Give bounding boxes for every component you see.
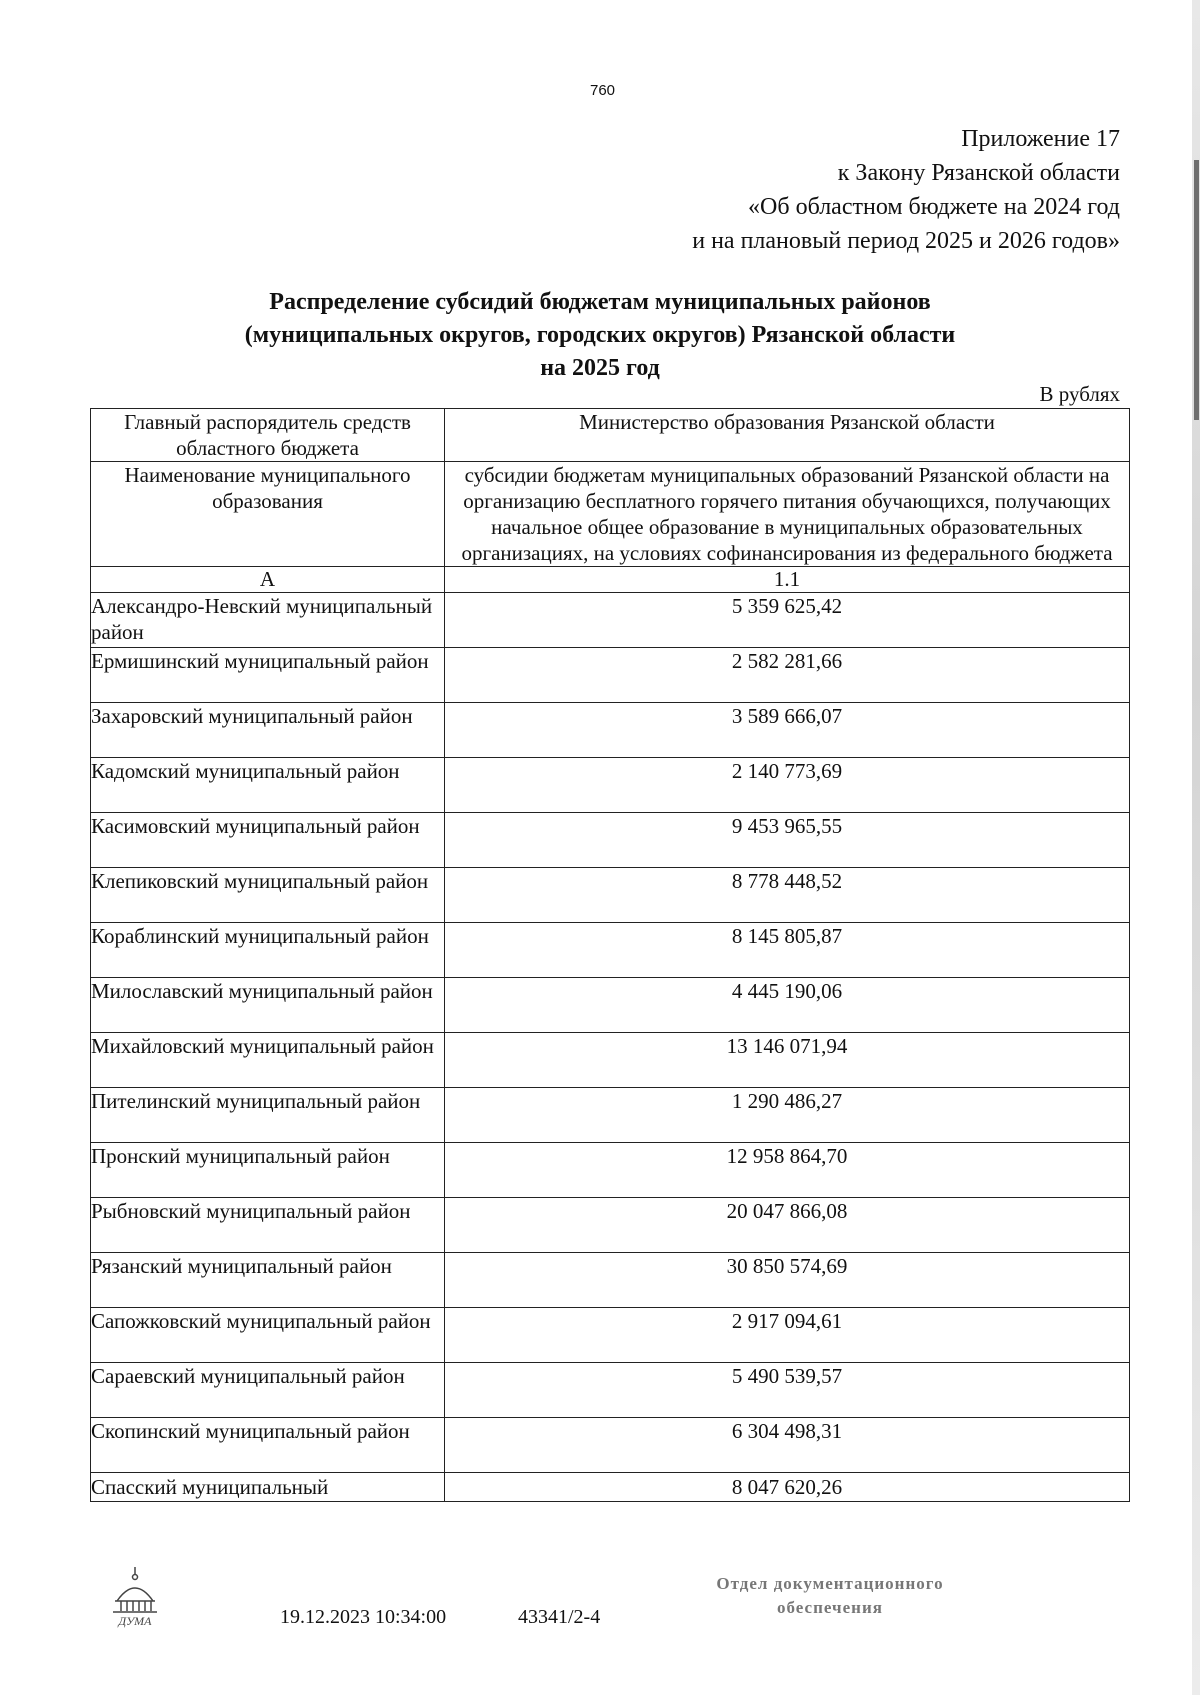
municipality-name-cell: Михайловский муниципальный район xyxy=(91,1033,445,1088)
municipality-name-cell: Милославский муниципальный район xyxy=(91,978,445,1033)
table-row xyxy=(91,923,1130,978)
subsidy-amount-cell: 4 445 190,06 xyxy=(445,978,1130,1033)
municipality-name-cell: Кадомский муниципальный район xyxy=(91,758,445,813)
table-row xyxy=(91,1418,1130,1473)
table-row xyxy=(91,648,1130,703)
table-row xyxy=(91,758,1130,813)
municipality-name-cell: Кораблинский муниципальный район xyxy=(91,923,445,978)
header-cell-municipality-label: Наименование муниципального образования xyxy=(91,462,445,567)
municipality-name-cell: Рыбновский муниципальный район xyxy=(91,1198,445,1253)
municipality-name-cell: Касимовский муниципальный район xyxy=(91,813,445,868)
table-row xyxy=(91,813,1130,868)
index-cell-left: А xyxy=(91,567,445,593)
appendix-line: и на плановый период 2025 и 2026 годов» xyxy=(692,228,1120,254)
table-row xyxy=(91,1473,1130,1502)
table-row xyxy=(91,703,1130,758)
appendix-line: к Закону Рязанской области xyxy=(837,160,1120,186)
subsidy-amount-cell: 1 290 486,27 xyxy=(445,1088,1130,1143)
municipality-name-cell: Скопинский муниципальный район xyxy=(91,1418,445,1473)
department-line: обеспечения xyxy=(777,1598,883,1617)
subsidy-amount-cell: 20 047 866,08 xyxy=(445,1198,1130,1253)
subsidy-amount-cell: 13 146 071,94 xyxy=(445,1033,1130,1088)
appendix-line: «Об областном бюджете на 2024 год xyxy=(748,194,1120,220)
header-cell-administrator-label: Главный распорядитель средств областного бюджета xyxy=(91,409,445,462)
table-row xyxy=(91,978,1130,1033)
subsidy-amount-cell: 2 582 281,66 xyxy=(445,648,1130,703)
municipality-name-cell: Клепиковский муниципальный район xyxy=(91,868,445,923)
header-cell-administrator-value: Министерство образования Рязанской области xyxy=(445,409,1130,462)
table-row xyxy=(91,1033,1130,1088)
title-line: (муниципальных округов, городских округов) Рязанской области xyxy=(244,322,956,348)
subsidy-amount-cell: 8 145 805,87 xyxy=(445,923,1130,978)
header-cell-subsidy-description: субсидии бюджетам муниципальных образований Рязанской области на организацию бесплатного горячего питания обучающихся, получающих начальное общее образование в муниципальных образовательных организациях, на условиях софинансирования из федерального бюджета xyxy=(445,462,1130,567)
table-row xyxy=(91,1363,1130,1418)
timestamp: 19.12.2023 10:34:00 xyxy=(280,1606,447,1628)
subsidy-amount-cell: 8 047 620,26 xyxy=(445,1473,1130,1502)
units-label: В рублях xyxy=(1039,382,1120,406)
municipality-name-cell: Пронский муниципальный район xyxy=(91,1143,445,1198)
table-row xyxy=(91,593,1130,648)
table-row xyxy=(91,1308,1130,1363)
municipality-name-cell: Ермишинский муниципальный район xyxy=(91,648,445,703)
subsidy-amount-cell: 12 958 864,70 xyxy=(445,1143,1130,1198)
subsidy-amount-cell: 9 453 965,55 xyxy=(445,813,1130,868)
subsidy-amount-cell: 6 304 498,31 xyxy=(445,1418,1130,1473)
table-row xyxy=(91,1253,1130,1308)
subsidy-amount-cell: 8 778 448,52 xyxy=(445,868,1130,923)
subsidy-table xyxy=(90,408,1130,1502)
subsidy-amount-cell: 2 917 094,61 xyxy=(445,1308,1130,1363)
scan-edge xyxy=(1192,0,1200,1695)
table-row xyxy=(91,1143,1130,1198)
document-number: 43341/2-4 xyxy=(518,1606,601,1628)
subsidy-amount-cell: 2 140 773,69 xyxy=(445,758,1130,813)
subsidy-amount-cell: 5 490 539,57 xyxy=(445,1363,1130,1418)
header-row-administrator xyxy=(91,409,1130,462)
municipality-name-cell: Пителинский муниципальный район xyxy=(91,1088,445,1143)
municipality-name-cell: Рязанский муниципальный район xyxy=(91,1253,445,1308)
department-stamp xyxy=(690,1572,970,1620)
index-cell-right: 1.1 xyxy=(445,567,1130,593)
subsidy-amount-cell: 5 359 625,42 xyxy=(445,593,1130,648)
appendix-block xyxy=(692,122,1120,258)
title-line: на 2025 год xyxy=(540,355,660,381)
subsidy-amount-cell: 30 850 574,69 xyxy=(445,1253,1130,1308)
municipality-name-cell: Сараевский муниципальный район xyxy=(91,1363,445,1418)
title-line: Распределение субсидий бюджетам муниципальных районов xyxy=(269,289,931,315)
municipality-name-cell: Сапожковский муниципальный район xyxy=(91,1308,445,1363)
department-line: Отдел документационного xyxy=(716,1574,944,1593)
municipality-name-cell: Спасский муниципальный xyxy=(91,1473,445,1502)
header-row-description xyxy=(91,462,1130,567)
appendix-line: Приложение 17 xyxy=(961,126,1120,152)
stamp-label: ДУМА xyxy=(118,1614,152,1628)
duma-emblem-icon xyxy=(105,1565,165,1631)
table-row xyxy=(91,868,1130,923)
document-title xyxy=(120,286,1080,385)
subsidy-amount-cell: 3 589 666,07 xyxy=(445,703,1130,758)
table-row xyxy=(91,1198,1130,1253)
index-row xyxy=(91,567,1130,593)
page-number: 760 xyxy=(590,82,616,99)
municipality-name-cell: Александро-Невский муниципальный район xyxy=(91,593,445,648)
table-row xyxy=(91,1088,1130,1143)
municipality-name-cell: Захаровский муниципальный район xyxy=(91,703,445,758)
